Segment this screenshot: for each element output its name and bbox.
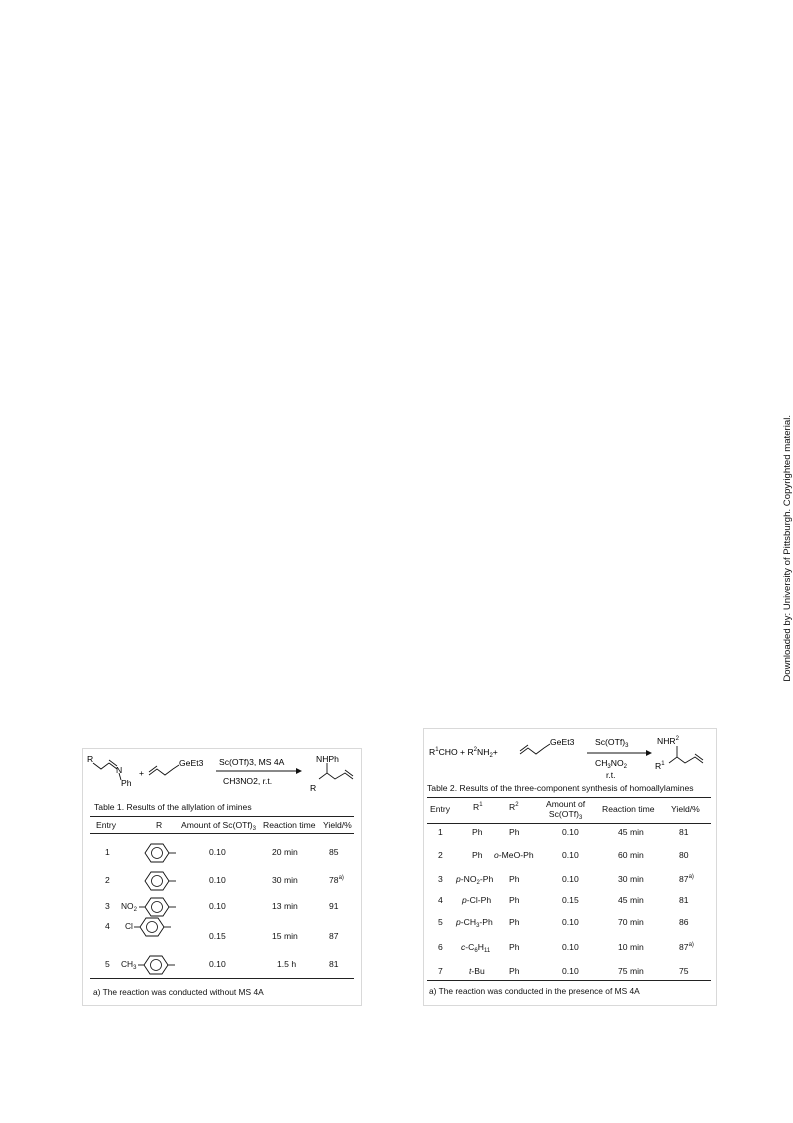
t1-header-time: Reaction time <box>263 820 316 830</box>
t1-time: 20 min <box>272 847 298 857</box>
t2-yield-value: 87 <box>679 942 689 952</box>
t2-r2: Ph <box>509 827 520 837</box>
t2-yield: 75 <box>679 966 689 976</box>
t2-r1: Ph <box>472 827 483 837</box>
solvent-label: $CH_3NO_2$ <box>595 758 627 770</box>
t2-yield: 80 <box>679 850 689 860</box>
table1-header-rule <box>90 833 354 834</box>
t2-entry: 5 <box>438 917 443 927</box>
table1-top-rule <box>90 816 354 817</box>
t2-entry: 4 <box>438 895 443 905</box>
product-r-label: $R^1$ <box>655 761 665 771</box>
catalyst-label: $Sc(OTf)_3$ <box>595 737 629 749</box>
t2-r1: Ph <box>472 850 483 860</box>
t2-r2: Ph <box>509 917 520 927</box>
product-nhph-label: NHPh <box>316 754 339 764</box>
t2-r1: $p-CH_3-Ph$ <box>456 917 493 929</box>
t1-amount: 0.10 <box>209 901 226 911</box>
t2-time: 60 min <box>618 850 644 860</box>
table2-caption: Table 2. Results of the three-component synthesis of homoallylamines <box>427 783 694 793</box>
t1-substituent: Cl <box>125 921 133 931</box>
t1-entry: 1 <box>105 847 110 857</box>
t1-time: 13 min <box>272 901 298 911</box>
t2-entry: 1 <box>438 827 443 837</box>
t2-header-yield: Yield/% <box>671 804 700 814</box>
t2-header-r1: $R^1$ <box>473 802 483 812</box>
t2-r2: Ph <box>509 942 520 952</box>
t2-amount: 0.10 <box>562 827 579 837</box>
t1-time: 15 min <box>272 931 298 941</box>
t2-r2: Ph <box>509 874 520 884</box>
t2-amount: 0.10 <box>562 850 579 860</box>
reagent-label: Sc(OTf)3, MS 4A <box>219 757 285 767</box>
t1-yield: 91 <box>329 901 339 911</box>
t2-time: 45 min <box>618 827 644 837</box>
table2-reaction-scheme <box>424 729 716 787</box>
t2-amount: 0.10 <box>562 942 579 952</box>
t1-time: 1.5 h <box>277 959 297 969</box>
chlorophenyl-ring-icon <box>134 915 178 939</box>
product-nhr-label: NHR$^2$ <box>657 736 679 746</box>
t1-yield: 81 <box>329 959 339 969</box>
solvent-label: CH3NO2, r.t. <box>223 776 273 786</box>
t2-entry: 2 <box>438 850 443 860</box>
table2-header-rule <box>427 823 711 824</box>
t1-entry: 4 <box>105 921 110 931</box>
table1-caption: Table 1. Results of the allylation of imines <box>94 802 252 812</box>
t2-r2: Ph <box>509 895 520 905</box>
t1-entry: 2 <box>105 875 110 885</box>
t1-header-r: R <box>156 820 163 830</box>
t2-time: 30 min <box>618 874 644 884</box>
t1-substituent: $CH_3$ <box>121 959 137 971</box>
t1-amount: 0.15 <box>209 931 226 941</box>
t2-amount: 0.10 <box>562 874 579 884</box>
t2-entry: 7 <box>438 966 443 976</box>
t2-header-time: Reaction time <box>602 804 655 814</box>
imine-r-label: R <box>87 754 94 764</box>
t1-entry: 3 <box>105 901 110 911</box>
t2-yield <box>679 874 694 884</box>
t1-amount: 0.10 <box>209 875 226 885</box>
t2-yield <box>679 942 694 952</box>
table1-bottom-rule <box>90 978 354 979</box>
t1-yield: 87 <box>329 931 339 941</box>
t2-time: 70 min <box>618 917 644 927</box>
t2-yield-value: 87 <box>679 874 689 884</box>
t1-entry: 5 <box>105 959 110 969</box>
t2-header-r2: $R^2$ <box>509 802 519 812</box>
imine-n-label: N <box>116 765 123 775</box>
table1-reaction-scheme <box>83 749 361 805</box>
benzene-ring-icon <box>141 841 181 865</box>
t2-header-entry: Entry <box>430 804 451 814</box>
table1-footnote: a) The reaction was conducted without MS 4A <box>93 987 264 997</box>
t2-time: 75 min <box>618 966 644 976</box>
table2-panel <box>423 728 717 1006</box>
t2-entry: 6 <box>438 942 443 952</box>
t1-header-entry: Entry <box>96 820 117 830</box>
plus-sign: + <box>139 768 145 778</box>
t2-yield: 81 <box>679 827 689 837</box>
download-notice-text: Downloaded by: University of Pittsburgh. Copyrighted material. <box>782 415 793 682</box>
t1-amount: 0.10 <box>209 959 226 969</box>
t2-r1: $c-C_6H_{11}$ <box>461 942 491 954</box>
t2-amount: 0.10 <box>562 966 579 976</box>
t2-yield-note: a) <box>688 874 694 880</box>
t1-header-amount: Amount of $Sc(OTf)_3$ <box>181 820 256 832</box>
t2-r2: Ph <box>509 966 520 976</box>
table2-top-rule <box>427 797 711 798</box>
t1-substituent: $NO_2$ <box>121 901 137 913</box>
benzene-ring-icon <box>141 869 181 893</box>
t2-time: 10 min <box>618 942 644 952</box>
t1-yield-value: 78 <box>329 875 339 885</box>
germane-label: GeEt3 <box>550 737 575 747</box>
t2-r1: t-Bu <box>469 966 485 976</box>
t1-amount: 0.10 <box>209 847 226 857</box>
t1-time: 30 min <box>272 875 298 885</box>
table2-footnote: a) The reaction was conducted in the presence of MS 4A <box>429 986 640 996</box>
t1-yield-note: a) <box>338 875 344 881</box>
temp-label: r.t. <box>606 770 616 780</box>
t2-yield: 86 <box>679 917 689 927</box>
table2-bottom-rule <box>427 980 711 981</box>
germane-label: GeEt3 <box>179 758 204 768</box>
product-r-label: R <box>310 783 317 793</box>
t2-yield: 81 <box>679 895 689 905</box>
imine-ph-label: Ph <box>121 778 132 788</box>
reactants-label: $R^1CHO + R^2NH_2+$ <box>429 747 498 759</box>
t1-yield <box>329 875 344 885</box>
t1-header-yield: Yield/% <box>323 820 352 830</box>
t2-r2: o-MeO-Ph <box>494 850 534 860</box>
t2-time: 45 min <box>618 895 644 905</box>
t1-yield: 85 <box>329 847 339 857</box>
t2-r1: $p-NO_2-Ph$ <box>456 874 494 886</box>
t2-r1: p-Cl-Ph <box>462 895 492 905</box>
t2-amount: 0.15 <box>562 895 579 905</box>
tolyl-ring-icon <box>138 953 182 977</box>
t2-amount: 0.10 <box>562 917 579 927</box>
t2-header-amount: Amount of $Sc(OTf)_3$ <box>546 799 586 821</box>
t2-entry: 3 <box>438 874 443 884</box>
table1-panel <box>82 748 362 1006</box>
t2-yield-note: a) <box>688 942 694 948</box>
